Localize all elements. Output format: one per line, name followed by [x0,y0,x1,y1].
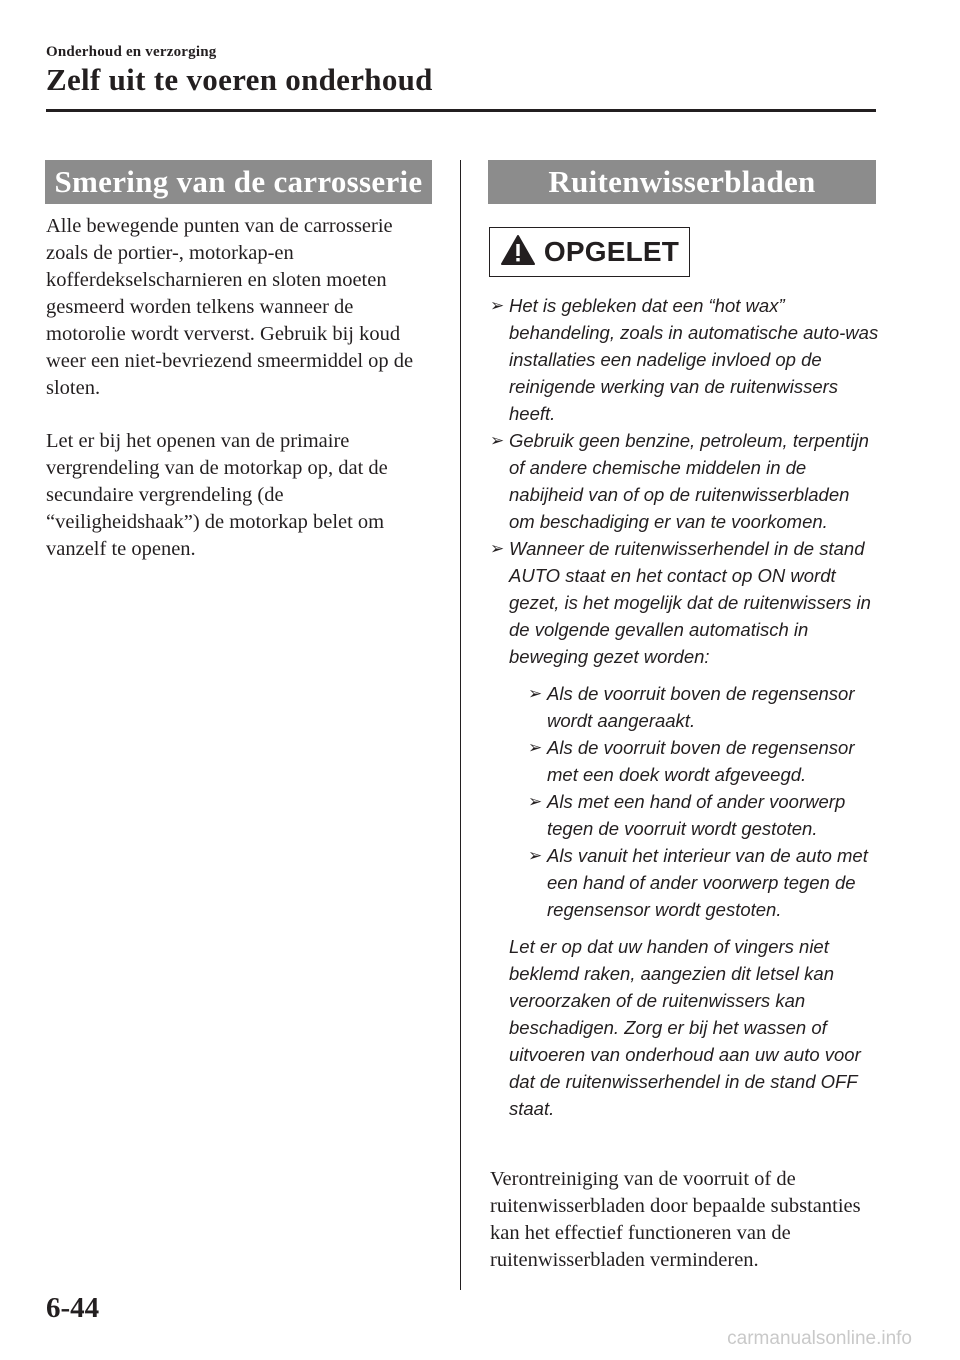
title-rule [46,109,876,112]
sub-list-item: ➢ Als de voorruit boven de regensensor met een doek wordt afgeveegd. [509,734,880,788]
sub-list-item: ➢ Als vanuit het interieur van de auto met een hand of ander voorwerp tegen de regensensor wordt gestoten. [509,842,880,923]
breadcrumb: Onderhoud en verzorging [46,44,217,60]
sub-list-item: ➢ Als met een hand of ander voorwerp tegen de voorruit wordt gestoten. [509,788,880,842]
paragraph: Alle bewegende punten van de carrosserie zoals de portier-, motorkap-en kofferdekselscharnieren en sloten moeten gesmeerd worden telkens wanneer de motorolie wordt ververst. Gebruik bij koud weer een niet-bevriezend smeermiddel op de sloten. [46,215,414,399]
sub-list-item: ➢ Als de voorruit boven de regensensor wordt aangeraakt. [509,680,880,734]
paragraph: Verontreiniging van de voorruit of de ruitenwisserbladen door bepaalde substanties kan het effectief functioneren van de ruitenwisserbladen verminderen. [490,1168,861,1271]
arrow-right-icon: ➢ [490,296,505,315]
arrow-right-icon: ➢ [490,431,505,450]
caution-badge [489,227,690,277]
list-item: ➢ Het is gebleken dat een “hot wax” behandeling, zoals in automatische auto-was installaties een nadelige invloed op de reinigende werking van de ruitenwissers heeft. [490,292,880,427]
left-body [46,213,438,589]
caution-note: Let er op dat uw handen of vingers niet beklemd raken, aangezien dit letsel kan veroorzaken of de ruitenwissers kan beschadigen. Zorg er bij het wassen of uitvoeren van onderhoud aan uw auto voor dat de ruitenwisserhendel in de stand OFF staat. [509,936,861,1119]
page-number: 6-44 [46,1292,100,1324]
arrow-right-icon: ➢ [528,792,543,811]
list-item: ➢ Gebruik geen benzine, petroleum, terpentijn of andere chemische middelen in de nabijheid van of op de ruitenwisserbladen om beschadiging er van te voorkomen. [490,427,880,535]
page-title: Zelf uit te voeren onderhoud [46,62,433,97]
watermark: carmanualsonline.info [727,1328,912,1349]
sub-list [509,680,880,923]
caution-label: OPGELET [543,236,680,267]
list-item: ➢ Wanneer de ruitenwisserhendel in de stand AUTO staat en het contact op ON wordt gezet, is het mogelijk dat de ruitenwissers in de volgende gevallen automatisch in beweging gezet worden: ➢ Als de voorruit boven de regensensor wordt aangeraakt. ➢ Als de voorruit boven de regensensor met een doek wordt afgeveegd. ➢ Als met een hand of ander voorwerp tegen de voorruit wordt gestoten. ➢ Als vanuit het interieur van de auto met een hand of ander voorwerp tegen de regensensor wordt gestoten. [490,535,880,923]
paragraph: Let er bij het openen van de primaire vergrendeling van de motorkap op, dat de secundaire vergrendeling (de “veiligheidshaak”) de motorkap belet om vanzelf te openen. [46,430,388,560]
caution-list [490,292,880,1122]
warning-triangle-icon [500,234,536,271]
arrow-right-icon: ➢ [528,738,543,757]
arrow-right-icon: ➢ [528,684,543,703]
section-heading-smering: Smering van de carrosserie [45,160,432,204]
arrow-right-icon: ➢ [528,846,543,865]
right-body [490,1166,880,1274]
section-heading-ruitenwisserbladen: Ruitenwisserbladen [488,160,876,204]
column-divider [460,160,461,1290]
arrow-right-icon: ➢ [490,539,505,558]
